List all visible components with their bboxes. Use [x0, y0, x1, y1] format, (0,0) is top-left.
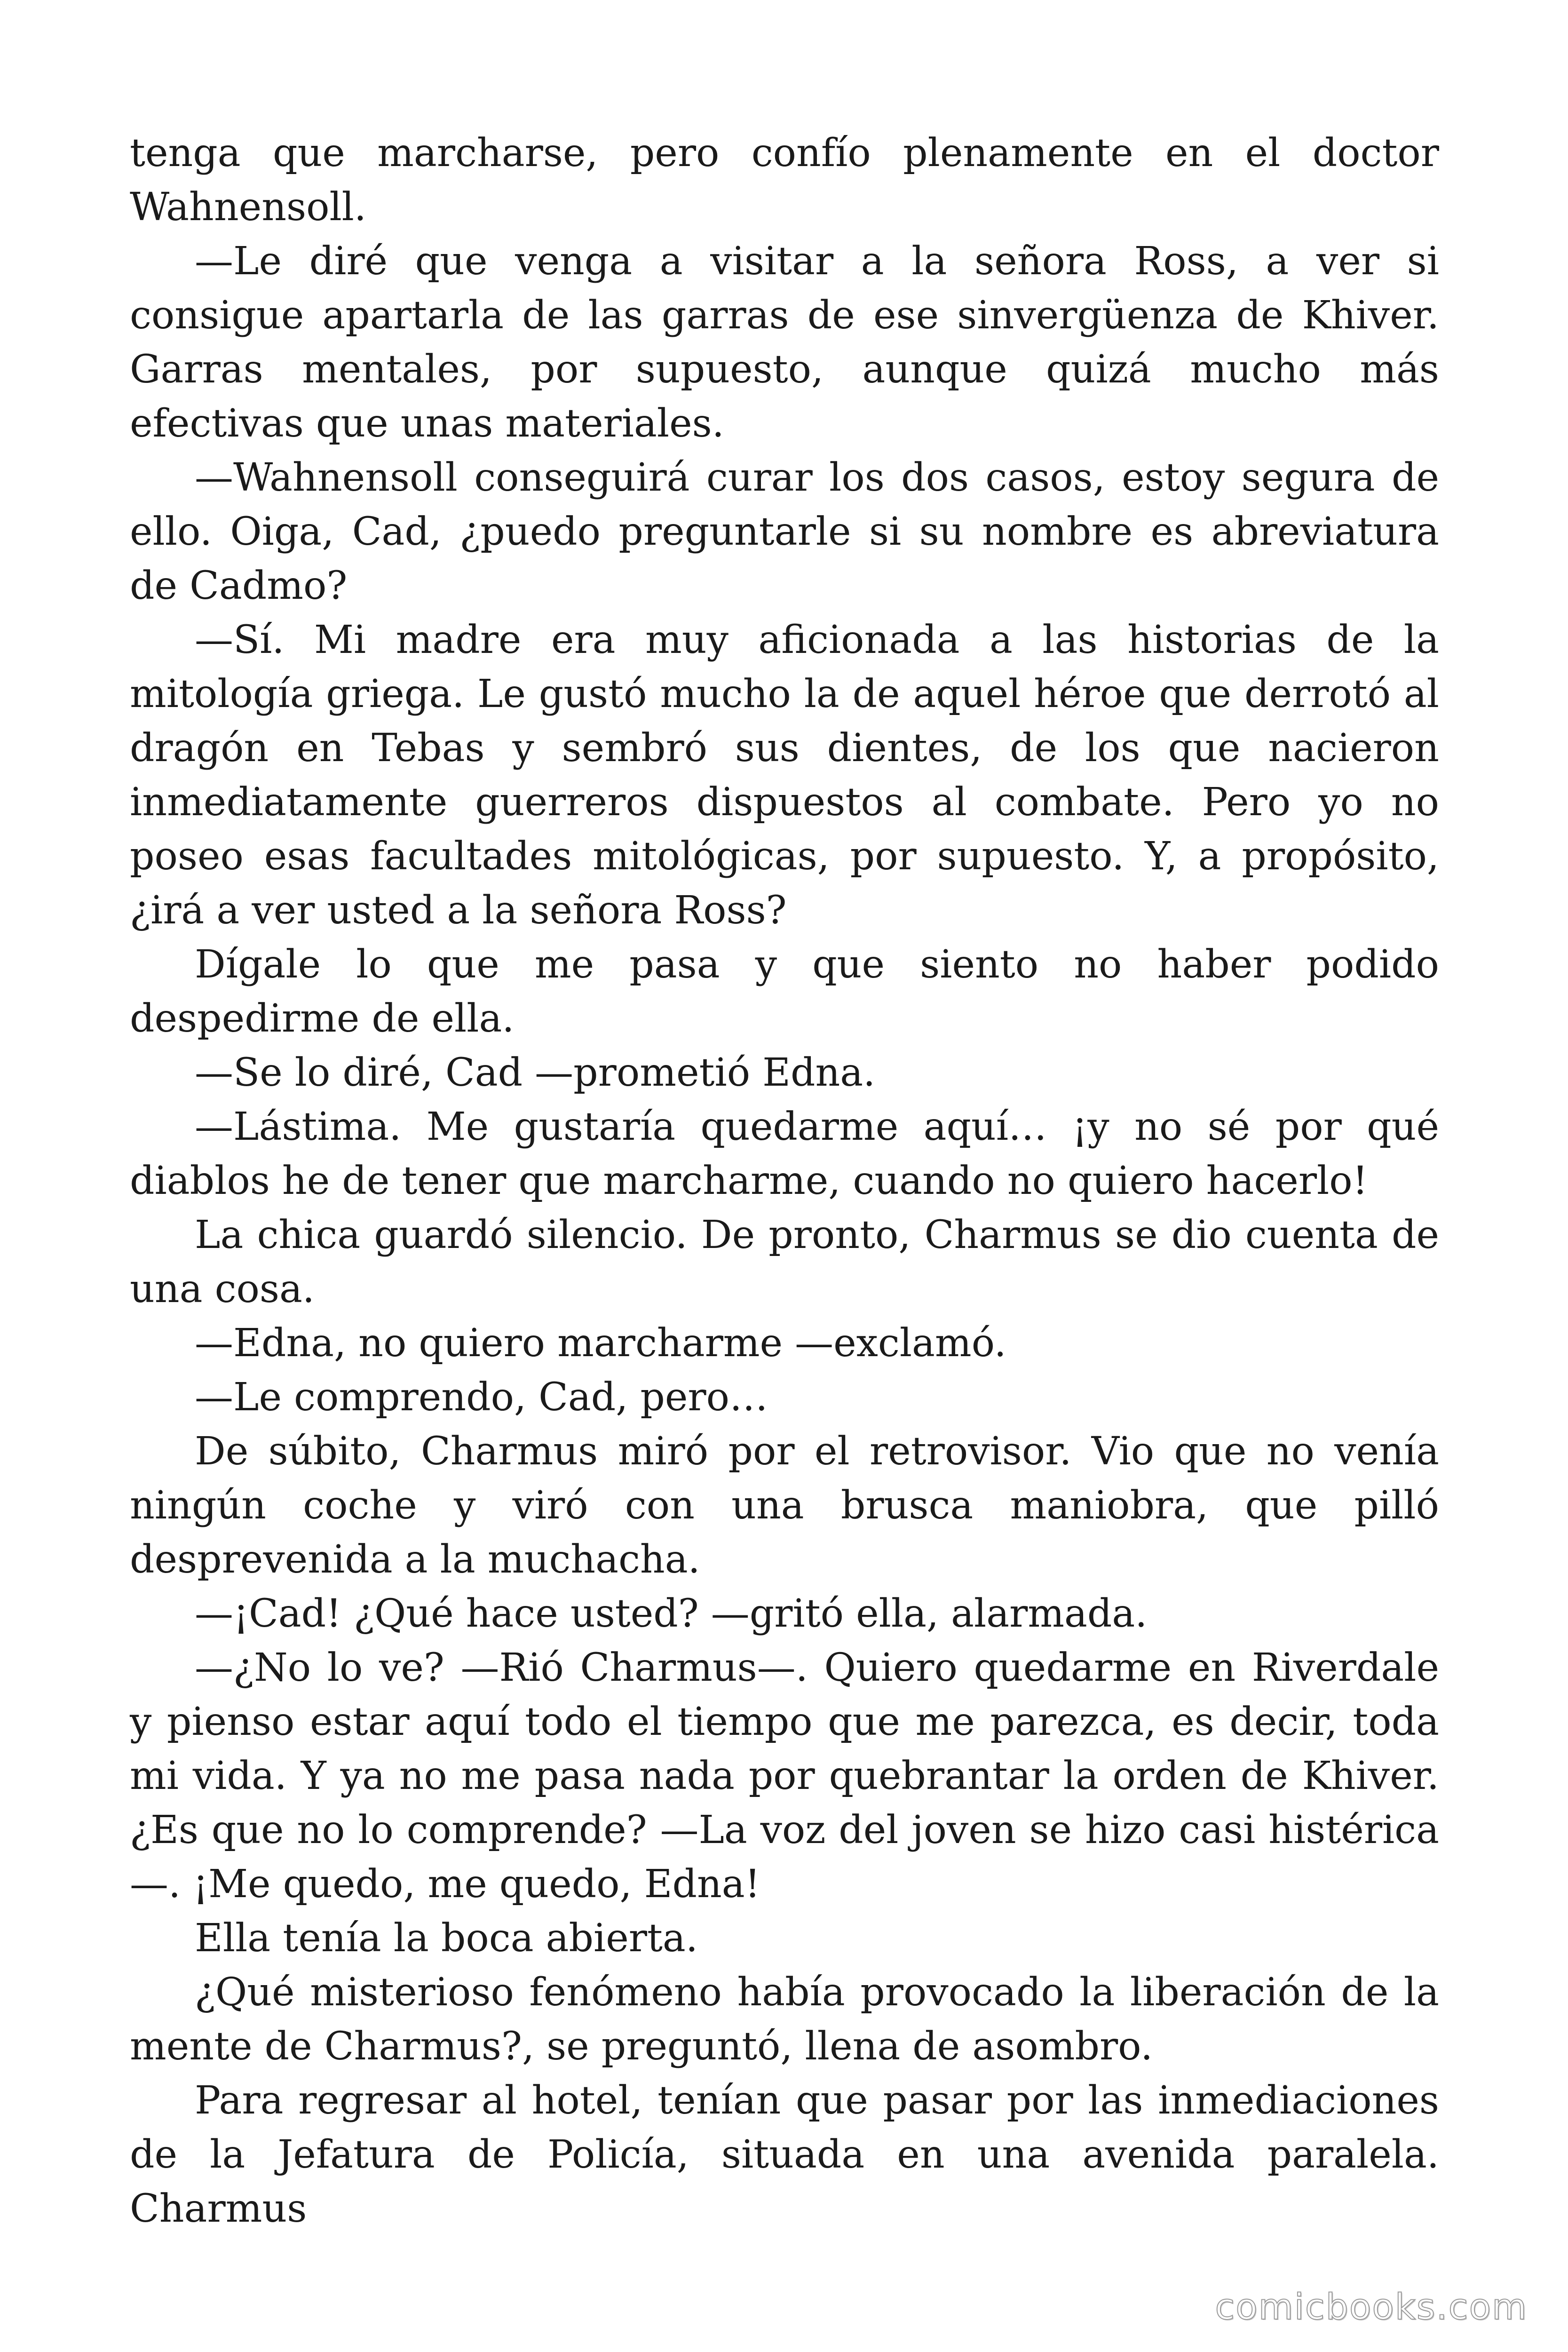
paragraph: —Se lo diré, Cad —prometió Edna. [195, 1050, 876, 1095]
paragraph: —¿No lo ve? —Rió Charmus—. Quiero quedarme en Riverdale y pienso estar aquí todo el tiempo que me parezca, es decir, toda mi vida. Y ya no me pasa nada por quebrantar la orden de Khiver. ¿Es que no lo comprende? —La voz del joven se hizo casi histérica—. ¡Me quedo, me quedo, Edna! [130, 1645, 1439, 1907]
paragraph: —Wahnensoll conseguirá curar los dos casos, estoy segura de ello. Oiga, Cad, ¿puedo preguntarle si su nombre es abreviatura de Cadmo? [130, 455, 1439, 608]
paragraph: —Le diré que venga a visitar a la señora Ross, a ver si consigue apartarla de las garras de ese sinvergüenza de Khiver. Garras mentales, por supuesto, aunque quizá mucho más efectivas que unas materiales. [130, 239, 1439, 446]
paragraph: —Lástima. Me gustaría quedarme aquí… ¡y no sé por qué diablos he de tener que marcharme, cuando no quiero hacerlo! [130, 1104, 1439, 1203]
paragraph: La chica guardó silencio. De pronto, Charmus se dio cuenta de una cosa. [130, 1213, 1439, 1311]
paragraph: tenga que marcharse, pero confío plenamente en el doctor Wahnensoll. [130, 131, 1439, 230]
paragraph: —¡Cad! ¿Qué hace usted? —gritó ella, alarmada. [195, 1591, 1148, 1636]
paragraph: ¿Qué misterioso fenómeno había provocado la liberación de la mente de Charmus?, se preguntó, llena de asombro. [130, 1970, 1439, 2069]
body-text [130, 126, 1439, 2236]
paragraph: —Sí. Mi madre era muy aficionada a las historias de la mitología griega. Le gustó mucho la de aquel héroe que derrotó al dragón en Tebas y sembró sus dientes, de los que nacieron inmediatamente guerreros dispuestos al combate. Pero yo no poseo esas facultades mitológicas, por supuesto. Y, a propósito, ¿irá a ver usted a la señora Ross? [130, 618, 1439, 933]
paragraph: De súbito, Charmus miró por el retrovisor. Vio que no venía ningún coche y viró con una brusca maniobra, que pilló desprevenida a la muchacha. [130, 1429, 1439, 1582]
paragraph: Dígale lo que me pasa y que siento no haber podido despedirme de ella. [130, 942, 1439, 1041]
paragraph: —Edna, no quiero marcharme —exclamó. [195, 1321, 1006, 1366]
watermark: comicbooks.com [1215, 2286, 1528, 2328]
paragraph: Ella tenía la boca abierta. [195, 1916, 698, 1961]
paragraph: Para regresar al hotel, tenían que pasar por las inmediaciones de la Jefatura de Policía, situada en una avenida paralela. Charmus [130, 2078, 1439, 2231]
paragraph: —Le comprendo, Cad, pero… [195, 1375, 768, 1420]
